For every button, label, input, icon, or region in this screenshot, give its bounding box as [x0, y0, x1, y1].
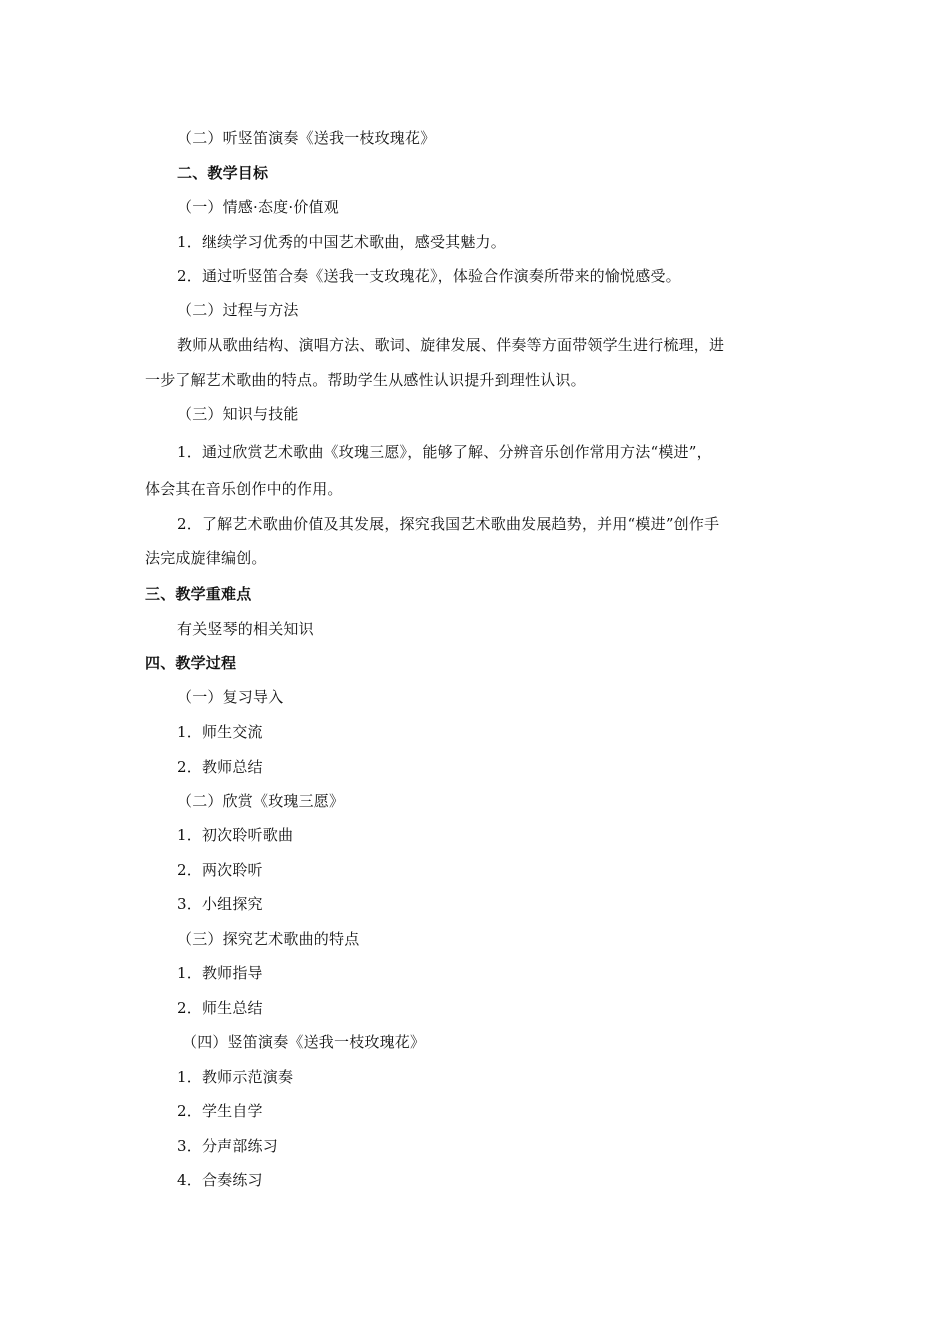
list-item-second-listen: 2．两次聆听: [177, 861, 263, 879]
subsection-process-method: （二）过程与方法: [177, 301, 299, 319]
list-item-part-practice: 3．分声部练习: [177, 1137, 278, 1155]
subsection-appreciate-song: （二）欣赏《玫瑰三愿》: [177, 792, 345, 810]
list-item-teacher-summary: 2．教师总结: [177, 758, 263, 776]
subsection-knowledge-skills: （三）知识与技能: [177, 405, 299, 423]
paragraph-knowledge-1-line-1: 1．通过欣赏艺术歌曲《玫瑰三愿》，能够了解、分辨音乐创作常用方法“模进”，: [177, 443, 712, 461]
list-item-teacher-demo: 1．教师示范演奏: [177, 1068, 294, 1086]
list-item-teacher-guidance: 1．教师指导: [177, 964, 263, 982]
subsection-explore-features: （三）探究艺术歌曲的特点: [177, 930, 360, 948]
list-item-ensemble-practice: 4．合奏练习: [177, 1171, 263, 1189]
paragraph-process-line-2: 一步了解艺术歌曲的特点。帮助学生从感性认识提升到理性认识。: [145, 371, 586, 389]
subsection-review-intro: （一）复习导入: [177, 688, 284, 706]
paragraph-key-difficulties: 有关竖琴的相关知识: [177, 620, 314, 638]
list-item-self-study: 2．学生自学: [177, 1102, 263, 1120]
list-item-teacher-student-talk: 1．师生交流: [177, 723, 263, 741]
paragraph-goal-1: 1．继续学习优秀的中国艺术歌曲，感受其魅力。: [177, 233, 506, 251]
paragraph-goal-2: 2．通过听竖笛合奏《送我一支玫瑰花》，体验合作演奏所带来的愉悦感受。: [177, 267, 681, 285]
section-heading-teaching-process: 四、教学过程: [145, 654, 237, 672]
subsection-emotion-attitude: （一）情感·态度·价值观: [177, 198, 339, 216]
paragraph-process-line-1: 教师从歌曲结构、演唱方法、歌词、旋律发展、伴奏等方面带领学生进行梳理，进: [177, 336, 725, 354]
section-heading-key-difficulties: 三、教学重难点: [145, 585, 252, 603]
list-item-group-explore: 3．小组探究: [177, 895, 263, 913]
paragraph-knowledge-2-line-1: 2．了解艺术歌曲价值及其发展，探究我国艺术歌曲发展趋势，并用“模进”创作手: [177, 515, 720, 533]
subsection-listen-flute: （二）听竖笛演奏《送我一枝玫瑰花》: [177, 129, 436, 147]
paragraph-knowledge-1-line-2: 体会其在音乐创作中的作用。: [145, 480, 343, 498]
list-item-first-listen: 1．初次聆听歌曲: [177, 826, 294, 844]
list-item-joint-summary: 2．师生总结: [177, 999, 263, 1017]
subsection-flute-performance: （四）竖笛演奏《送我一枝玫瑰花》: [182, 1033, 426, 1051]
paragraph-knowledge-2-line-2: 法完成旋律编创。: [145, 549, 267, 567]
section-heading-teaching-goals: 二、教学目标: [177, 164, 269, 182]
